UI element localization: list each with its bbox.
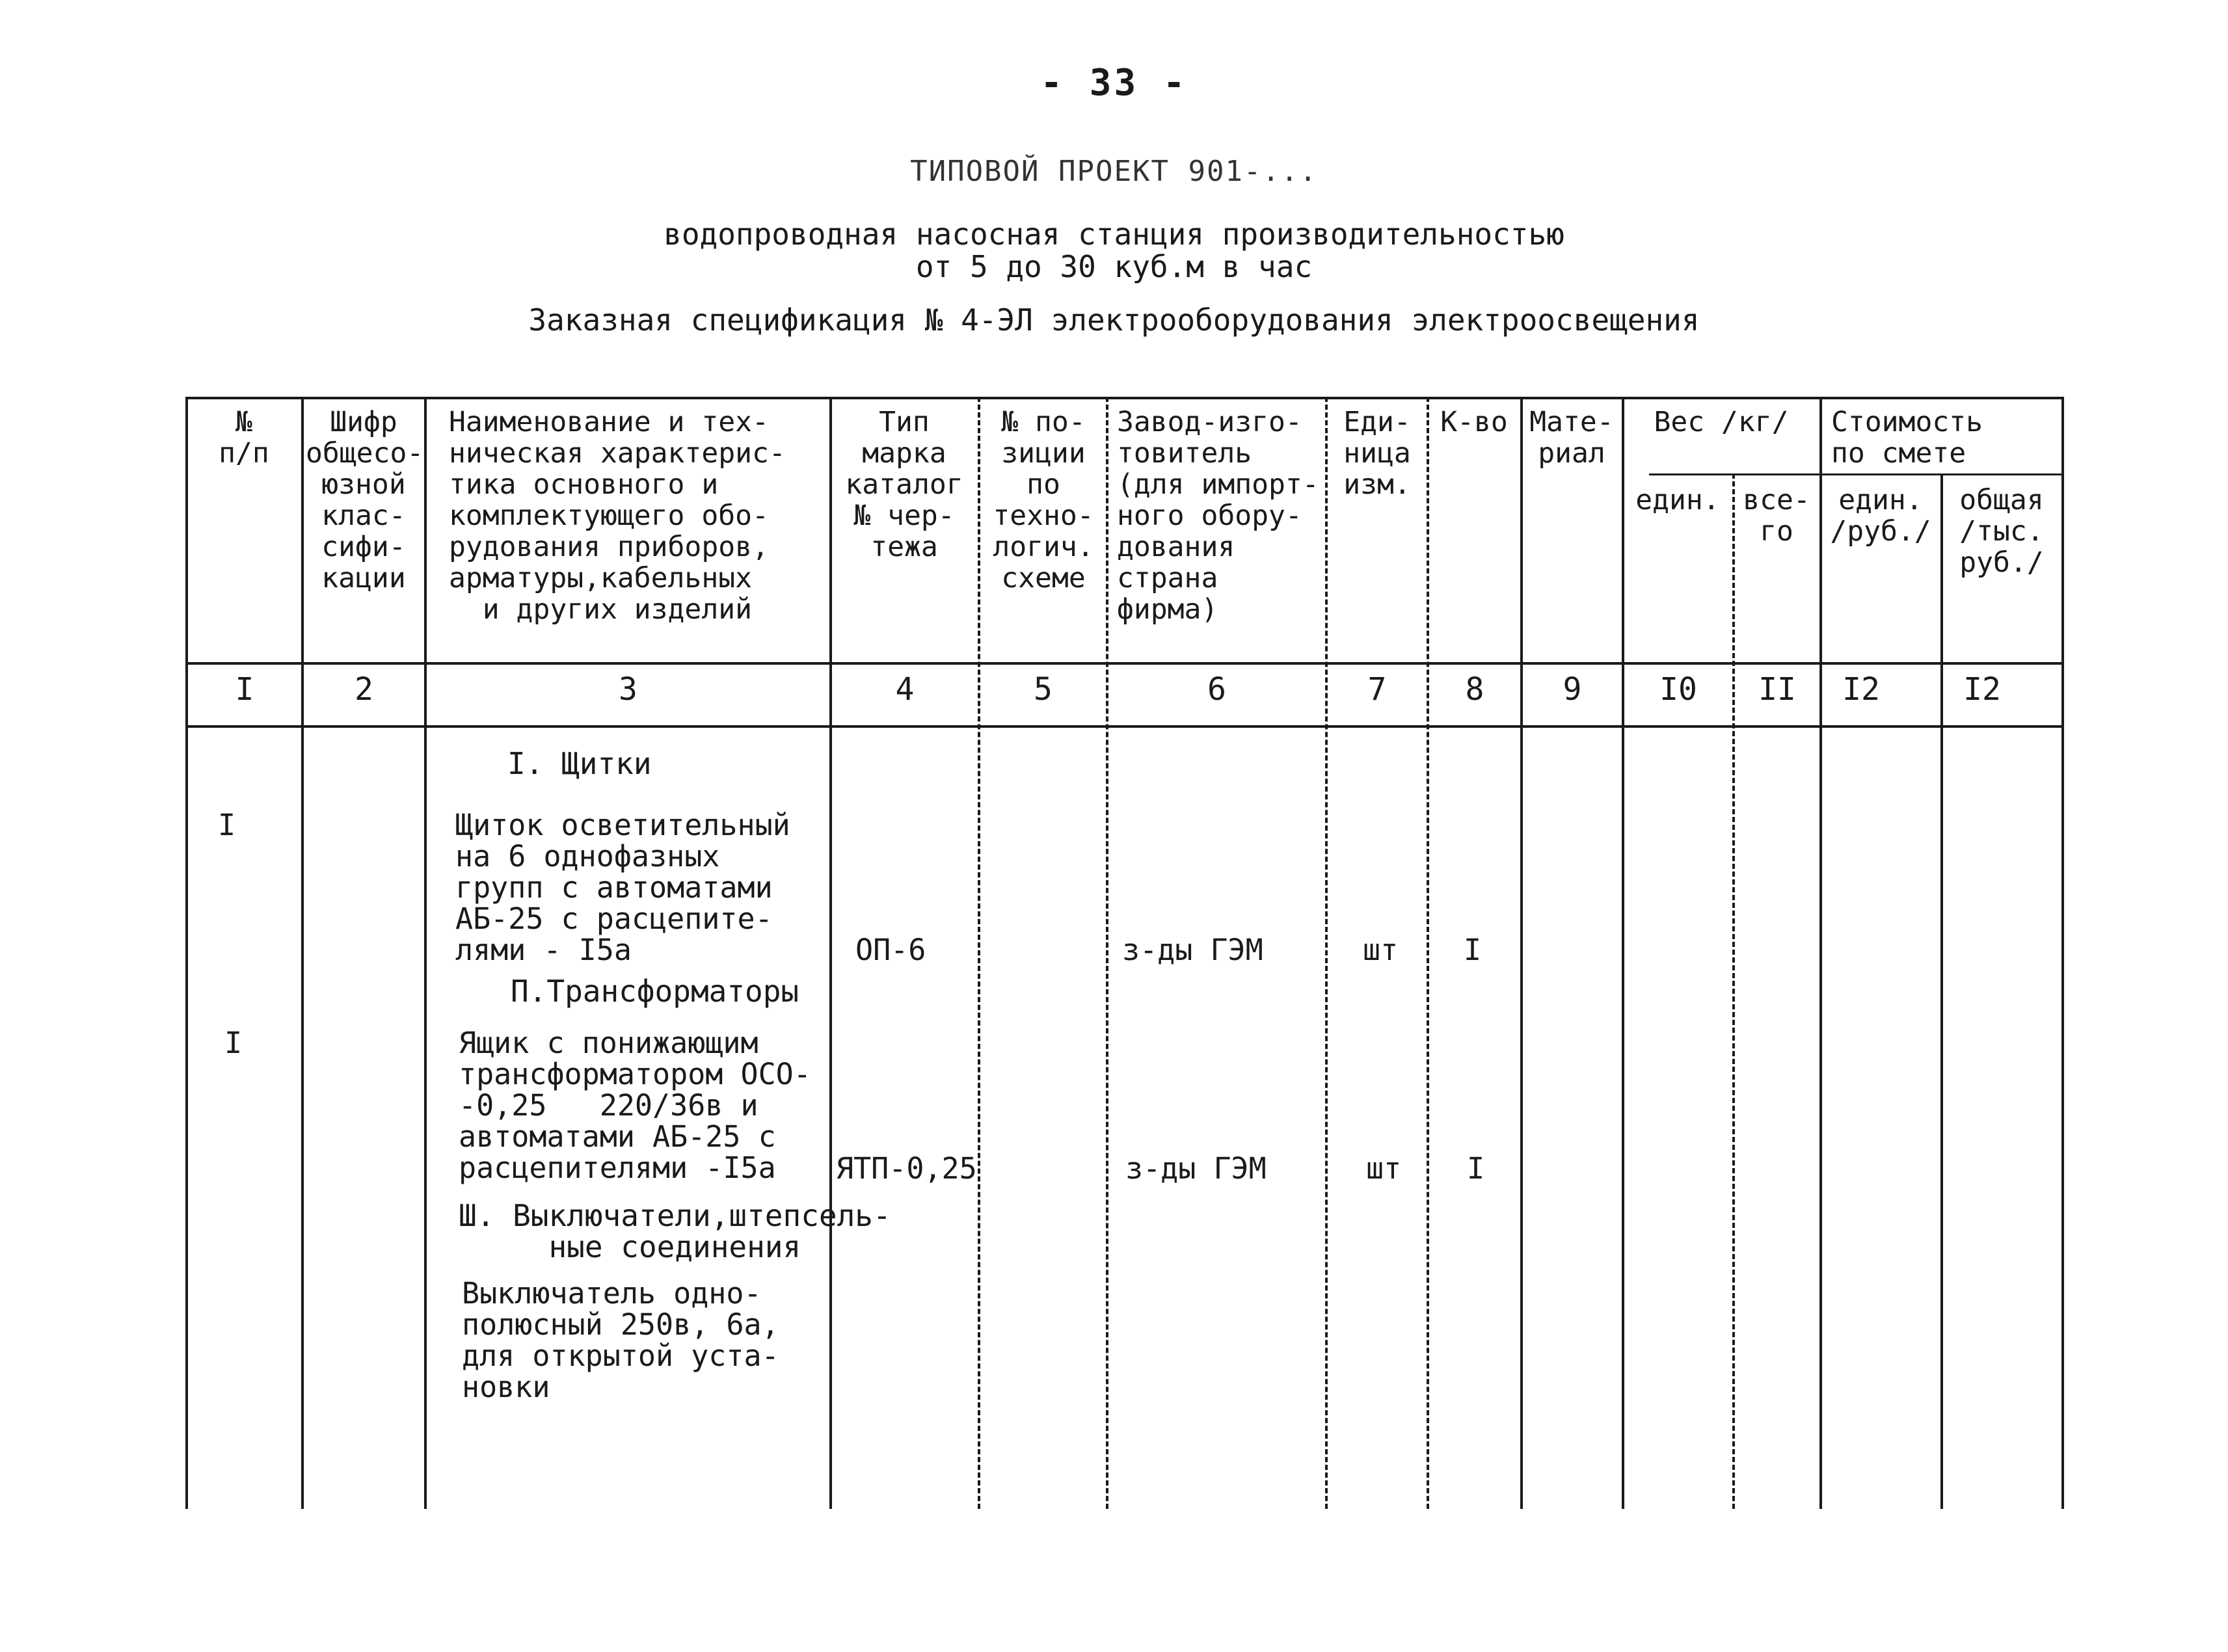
row-item-name: Ящик с понижающим трансформатором ОСО- -0,25 220/36в и автоматами АБ-25 с расцепителями -I5а	[459, 1026, 811, 1185]
column-number: 4	[895, 671, 915, 708]
column-divider-6	[1325, 397, 1328, 1509]
column-number: 9	[1563, 671, 1582, 708]
header-material: Мате- риал	[1529, 406, 1614, 470]
column-divider-1	[301, 397, 304, 1509]
column-number: I2	[1842, 671, 1880, 708]
column-divider-9	[1622, 397, 1624, 1509]
row-manufacturer: з-ды ГЭМ	[1122, 933, 1263, 967]
column-divider-5	[1106, 397, 1108, 1509]
row-quantity: I	[1467, 1151, 1485, 1186]
header-item-name: Наименование и тех- ническая характерис- тика основного и комплектующего обо- рудования приборов, арматуры,кабельных и других изделий	[449, 406, 786, 626]
row-item-name: Щиток осветительный на 6 однофазных групп с автоматами АБ-25 с расцепите- лями - I5а	[455, 808, 790, 967]
column-number: 3	[619, 671, 638, 708]
header-cost-total: общая /тыс. руб./	[1959, 484, 2044, 579]
column-number: 2	[355, 671, 373, 708]
column-number-rule	[185, 725, 2064, 728]
column-number: 5	[1034, 671, 1053, 708]
column-number: I2	[1963, 671, 2001, 708]
row-number: I	[224, 1026, 243, 1060]
row-manufacturer: з-ды ГЭМ	[1125, 1151, 1267, 1186]
column-number: 7	[1367, 671, 1387, 708]
row-quantity: I	[1464, 933, 1482, 967]
header-unit: Еди- ница изм.	[1343, 406, 1411, 501]
section-title: I. Щитки	[507, 746, 652, 781]
column-number: I0	[1659, 671, 1697, 708]
header-manufacturer: Завод-изго- товитель (для импорт- ного обору- дования страна фирма)	[1117, 406, 1319, 626]
row-unit: шт	[1363, 933, 1399, 967]
header-cost-unit: един. /руб./	[1830, 484, 1931, 548]
column-number: I	[235, 671, 254, 708]
header-weight-unit: един.	[1635, 484, 1720, 516]
header-classification-code: Шифр общесо- юзной клас- сифи- кации	[306, 406, 424, 594]
document-title: ТИПОВОЙ ПРОЕКТ 901-...	[910, 155, 1318, 188]
column-divider-3	[829, 397, 832, 1509]
table-left-border	[185, 397, 188, 1509]
specification-table	[185, 390, 2064, 1509]
column-divider-10	[1732, 473, 1735, 1509]
header-cost-group: Стоимость по смете	[1831, 406, 1983, 470]
header-weight-group: Вес /кг/	[1654, 406, 1789, 438]
header-position: № по- зиции по техно- логич. схеме	[993, 406, 1094, 594]
row-type-mark: ЯТП-0,25	[836, 1151, 977, 1186]
column-number: 8	[1465, 671, 1484, 708]
header-type-mark: Тип марка каталог № чер- тежа	[845, 406, 963, 563]
table-right-border	[2061, 397, 2064, 1509]
row-type-mark: ОП-6	[855, 933, 926, 967]
group-header-rule	[1649, 473, 2064, 475]
row-item-name: Выключатель одно- полюсный 250в, 6а, для открытой уста- новки	[462, 1276, 779, 1404]
section-title: Ш. Выключатели,штепсель- ные соединения	[459, 1198, 891, 1264]
subtitle-line-2: от 5 до 30 куб.м в час	[915, 249, 1313, 284]
header-weight-total: все- го	[1743, 484, 1810, 548]
column-number: II	[1758, 671, 1796, 708]
header-bottom-rule	[185, 662, 2064, 665]
column-number: 6	[1207, 671, 1226, 708]
column-divider-12	[1940, 473, 1943, 1509]
section-title: П.Трансформаторы	[511, 974, 799, 1009]
specification-title: Заказная спецификация № 4-ЭЛ электрооборудования электроосвещения	[528, 302, 1700, 338]
header-quantity: К-во	[1440, 406, 1508, 438]
column-divider-2	[424, 397, 427, 1509]
column-divider-8	[1520, 397, 1523, 1509]
column-divider-4	[978, 397, 980, 1509]
subtitle-line-1: водопроводная насосная станция производительностью	[664, 217, 1564, 252]
column-divider-11	[1819, 397, 1822, 1509]
column-divider-7	[1427, 397, 1429, 1509]
table-top-rule	[185, 397, 2064, 399]
page-number: - 33 -	[1040, 62, 1188, 104]
row-unit: шт	[1366, 1151, 1402, 1186]
header-number: № п/п	[219, 406, 269, 470]
row-number: I	[218, 808, 236, 842]
